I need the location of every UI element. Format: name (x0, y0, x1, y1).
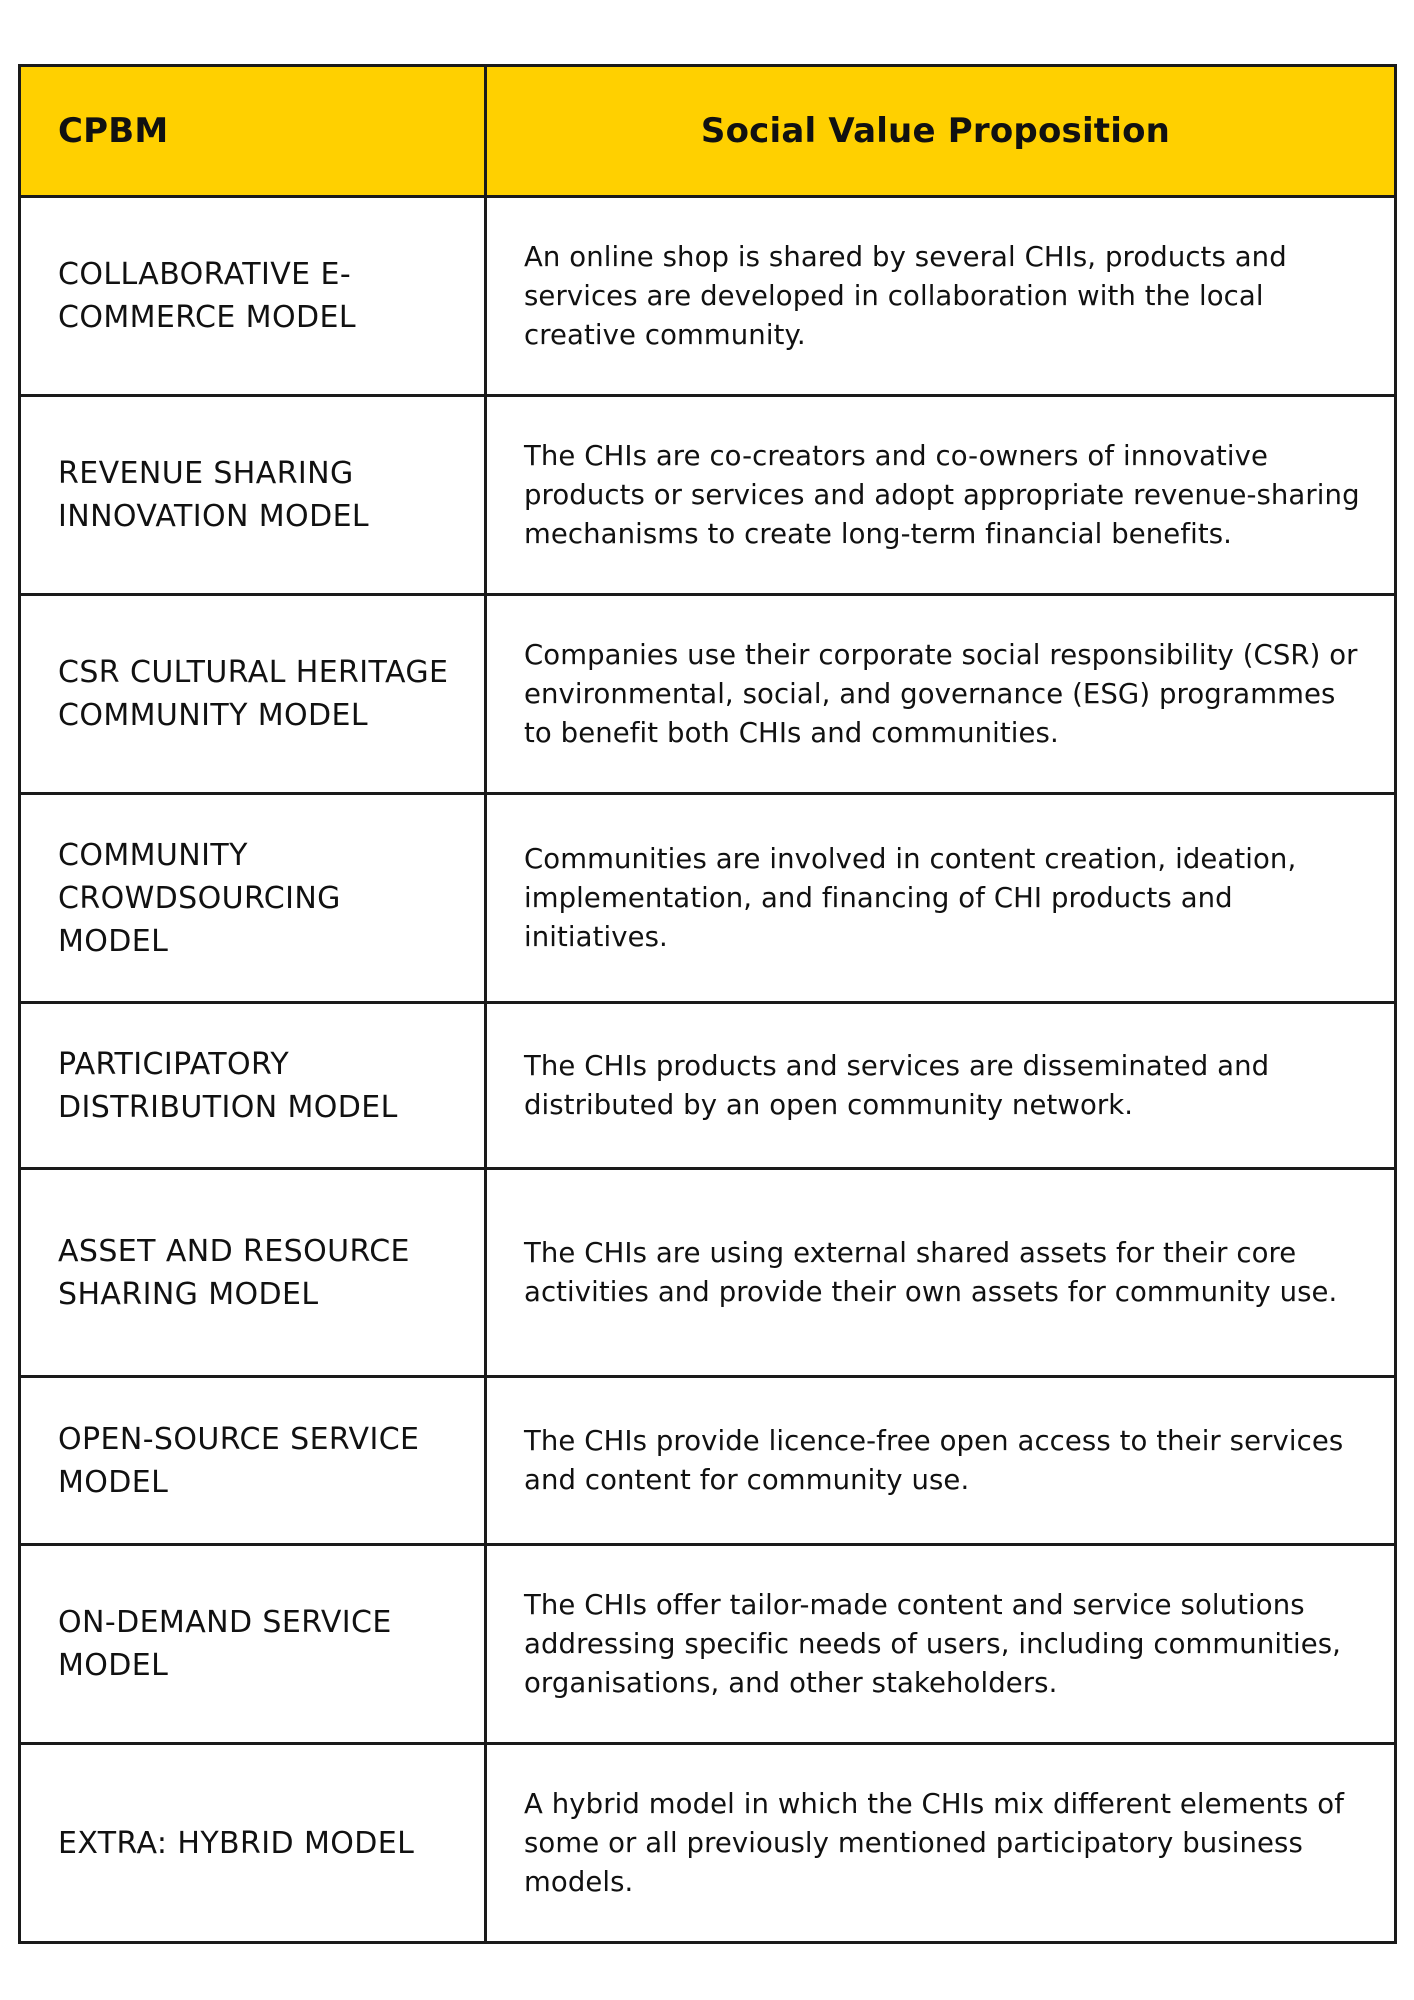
table-row (20, 595, 1396, 794)
model-description: Communities are involved in content creation, ideation, implementation, and financing of CHI products and initiatives. (486, 794, 1396, 1003)
header-row (20, 66, 1396, 197)
model-name: COMMUNITY CROWDSOURCING MODEL (20, 794, 486, 1003)
table-row (20, 1003, 1396, 1169)
model-description: Companies use their corporate social responsibility (CSR) or environmental, social, and governance (ESG) programmes to benefit both CHIs and communities. (486, 595, 1396, 794)
table-row (20, 1169, 1396, 1377)
header-cpbm: CPBM (20, 66, 486, 197)
model-description: The CHIs offer tailor-made content and service solutions addressing specific needs of users, including communities, organisations, and other stakeholders. (486, 1545, 1396, 1744)
model-name: OPEN-SOURCE SERVICE MODEL (20, 1377, 486, 1545)
model-name: COLLABORATIVE E-COMMERCE MODEL (20, 197, 486, 396)
table-row (20, 197, 1396, 396)
table-row (20, 794, 1396, 1003)
model-description: The CHIs are co-creators and co-owners of innovative products or services and adopt appropriate revenue-sharing mechanisms to create long-term financial benefits. (486, 396, 1396, 595)
model-name: REVENUE SHARING INNOVATION MODEL (20, 396, 486, 595)
cpbm-table (18, 64, 1397, 1944)
model-description: A hybrid model in which the CHIs mix different elements of some or all previously mentioned participatory business models. (486, 1744, 1396, 1943)
header-social-value-proposition: Social Value Proposition (486, 66, 1396, 197)
model-description: The CHIs are using external shared assets for their core activities and provide their own assets for community use. (486, 1169, 1396, 1377)
model-name: ON-DEMAND SERVICE MODEL (20, 1545, 486, 1744)
model-description: The CHIs products and services are disseminated and distributed by an open community network. (486, 1003, 1396, 1169)
model-name: ASSET AND RESOURCE SHARING MODEL (20, 1169, 486, 1377)
table-body (20, 197, 1396, 1943)
model-description: The CHIs provide licence-free open access to their services and content for community use. (486, 1377, 1396, 1545)
model-description: An online shop is shared by several CHIs, products and services are developed in collaboration with the local creative community. (486, 197, 1396, 396)
model-name: PARTICIPATORY DISTRIBUTION MODEL (20, 1003, 486, 1169)
table-row (20, 1744, 1396, 1943)
model-name: CSR CULTURAL HERITAGE COMMUNITY MODEL (20, 595, 486, 794)
table-header (20, 66, 1396, 197)
model-name: EXTRA: HYBRID MODEL (20, 1744, 486, 1943)
table-row (20, 1377, 1396, 1545)
table-row (20, 396, 1396, 595)
table-row (20, 1545, 1396, 1744)
